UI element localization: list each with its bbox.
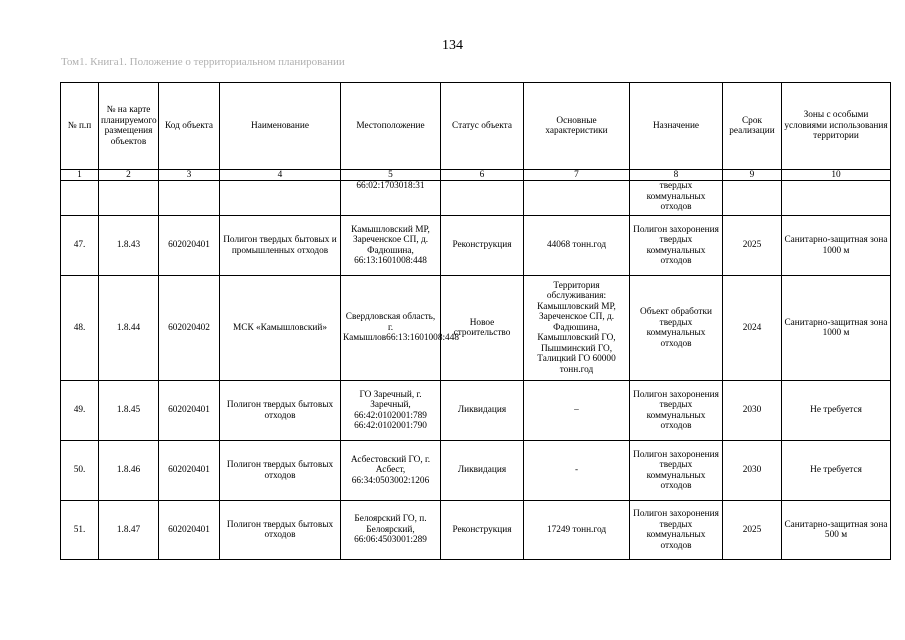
table-row bbox=[61, 441, 891, 501]
table-cell-characteristics: Территория обслуживания: Камышловский МР, Зареченское СП, д. Фадюшина, Камышловский ГО, Пышминский ГО, Талицкий ГО 60000 тонн.год bbox=[524, 276, 630, 381]
table-cell-npp: 47. bbox=[61, 216, 99, 276]
table-cell bbox=[723, 181, 782, 216]
table-cell bbox=[159, 181, 220, 216]
table-cell-characteristics: 17249 тонн.год bbox=[524, 501, 630, 560]
header-cell-status: Статус объекта bbox=[441, 83, 524, 170]
table-cell-npp: 50. bbox=[61, 441, 99, 501]
column-number: 10 bbox=[782, 170, 891, 181]
table-cell-name: МСК «Камышловский» bbox=[220, 276, 341, 381]
header-cell-object-code: Код объекта bbox=[159, 83, 220, 170]
table-cell-map-number: 1.8.44 bbox=[99, 276, 159, 381]
table-cell-location: Свердловская область, г. Камышлов66:13:1601008:448 bbox=[341, 276, 441, 381]
column-number: 4 bbox=[220, 170, 341, 181]
table-cell-map-number: 1.8.46 bbox=[99, 441, 159, 501]
header-cell-npp: № п.п bbox=[61, 83, 99, 170]
table-cell-zones: Не требуется bbox=[782, 441, 891, 501]
table-cell bbox=[524, 181, 630, 216]
table-cell-map-number: 1.8.43 bbox=[99, 216, 159, 276]
table-row bbox=[61, 276, 891, 381]
header-cell-name: Наименование bbox=[220, 83, 341, 170]
column-number-row bbox=[61, 170, 891, 181]
table-row bbox=[61, 216, 891, 276]
table-cell-location: Белоярский ГО, п. Белоярский, 66:06:4503001:289 bbox=[341, 501, 441, 560]
table-cell-characteristics: – bbox=[524, 381, 630, 441]
table-cell-purpose: Полигон захоронения твердых коммунальных отходов bbox=[630, 216, 723, 276]
table-row-continuation bbox=[61, 181, 891, 216]
table-cell-purpose: твердых коммунальных отходов bbox=[630, 181, 723, 216]
column-number: 5 bbox=[341, 170, 441, 181]
table-cell-object-code: 602020401 bbox=[159, 501, 220, 560]
table-cell-object-code: 602020401 bbox=[159, 216, 220, 276]
column-number: 2 bbox=[99, 170, 159, 181]
table-cell-purpose: Полигон захоронения твердых коммунальных отходов bbox=[630, 381, 723, 441]
column-number: 8 bbox=[630, 170, 723, 181]
table-cell bbox=[61, 181, 99, 216]
header-cell-purpose: Назначение bbox=[630, 83, 723, 170]
table-cell-map-number: 1.8.45 bbox=[99, 381, 159, 441]
table-cell-purpose: Полигон захоронения твердых коммунальных отходов bbox=[630, 441, 723, 501]
table-cell-characteristics: - bbox=[524, 441, 630, 501]
table-cell-location: 66:02:1703018:31 bbox=[341, 181, 441, 216]
column-number: 9 bbox=[723, 170, 782, 181]
table-cell-status: Реконструкция bbox=[441, 216, 524, 276]
table-cell-zones: Санитарно-защитная зона 1000 м bbox=[782, 216, 891, 276]
table-cell-term: 2025 bbox=[723, 501, 782, 560]
table-cell-zones: Не требуется bbox=[782, 381, 891, 441]
table-cell bbox=[441, 181, 524, 216]
table-cell-name: Полигон твердых бытовых отходов bbox=[220, 441, 341, 501]
table-cell-name: Полигон твердых бытовых и промышленных отходов bbox=[220, 216, 341, 276]
table-cell-object-code: 602020401 bbox=[159, 441, 220, 501]
table-cell-zones: Санитарно-защитная зона 1000 м bbox=[782, 276, 891, 381]
table-cell-term: 2024 bbox=[723, 276, 782, 381]
table-cell-purpose: Полигон захоронения твердых коммунальных отходов bbox=[630, 501, 723, 560]
running-header: Том1. Книга1. Положение о территориальном планировании bbox=[61, 56, 345, 68]
table-row bbox=[61, 501, 891, 560]
table-cell-object-code: 602020401 bbox=[159, 381, 220, 441]
table-cell-location: ГО Заречный, г. Заречный, 66:42:0102001:789 66:42:0102001:790 bbox=[341, 381, 441, 441]
table-cell-status: Ликвидация bbox=[441, 441, 524, 501]
page-number: 134 bbox=[442, 38, 463, 53]
table-row bbox=[61, 381, 891, 441]
table-cell-term: 2030 bbox=[723, 441, 782, 501]
table-cell-status: Реконструкция bbox=[441, 501, 524, 560]
table-cell bbox=[782, 181, 891, 216]
table-cell-purpose: Объект обработки твердых коммунальных отходов bbox=[630, 276, 723, 381]
table-cell bbox=[220, 181, 341, 216]
table-cell-zones: Санитарно-защитная зона 500 м bbox=[782, 501, 891, 560]
column-number: 3 bbox=[159, 170, 220, 181]
table-cell-npp: 49. bbox=[61, 381, 99, 441]
table-cell bbox=[99, 181, 159, 216]
column-number: 7 bbox=[524, 170, 630, 181]
table-cell-characteristics: 44068 тонн.год bbox=[524, 216, 630, 276]
table-cell-object-code: 602020402 bbox=[159, 276, 220, 381]
header-cell-zones: Зоны с особыми условиями использования территории bbox=[782, 83, 891, 170]
table-cell-name: Полигон твердых бытовых отходов bbox=[220, 381, 341, 441]
column-number: 6 bbox=[441, 170, 524, 181]
objects-table bbox=[60, 82, 891, 560]
table-cell-status: Новое строительство bbox=[441, 276, 524, 381]
header-cell-map-number: № на карте планируемого размещения объектов bbox=[99, 83, 159, 170]
table-cell-location: Асбестовский ГО, г. Асбест, 66:34:0503002:1206 bbox=[341, 441, 441, 501]
header-cell-characteristics: Основные характеристики bbox=[524, 83, 630, 170]
table-cell-term: 2025 bbox=[723, 216, 782, 276]
header-cell-location: Местоположение bbox=[341, 83, 441, 170]
table-cell-term: 2030 bbox=[723, 381, 782, 441]
header-cell-term: Срок реализации bbox=[723, 83, 782, 170]
table-cell-npp: 51. bbox=[61, 501, 99, 560]
table-cell-status: Ликвидация bbox=[441, 381, 524, 441]
table-cell-map-number: 1.8.47 bbox=[99, 501, 159, 560]
table-cell-name: Полигон твердых бытовых отходов bbox=[220, 501, 341, 560]
column-number: 1 bbox=[61, 170, 99, 181]
header-row bbox=[61, 83, 891, 170]
table-cell-location: Камышловский МР, Зареченское СП, д. Фадюшина, 66:13:1601008:448 bbox=[341, 216, 441, 276]
table-cell-npp: 48. bbox=[61, 276, 99, 381]
